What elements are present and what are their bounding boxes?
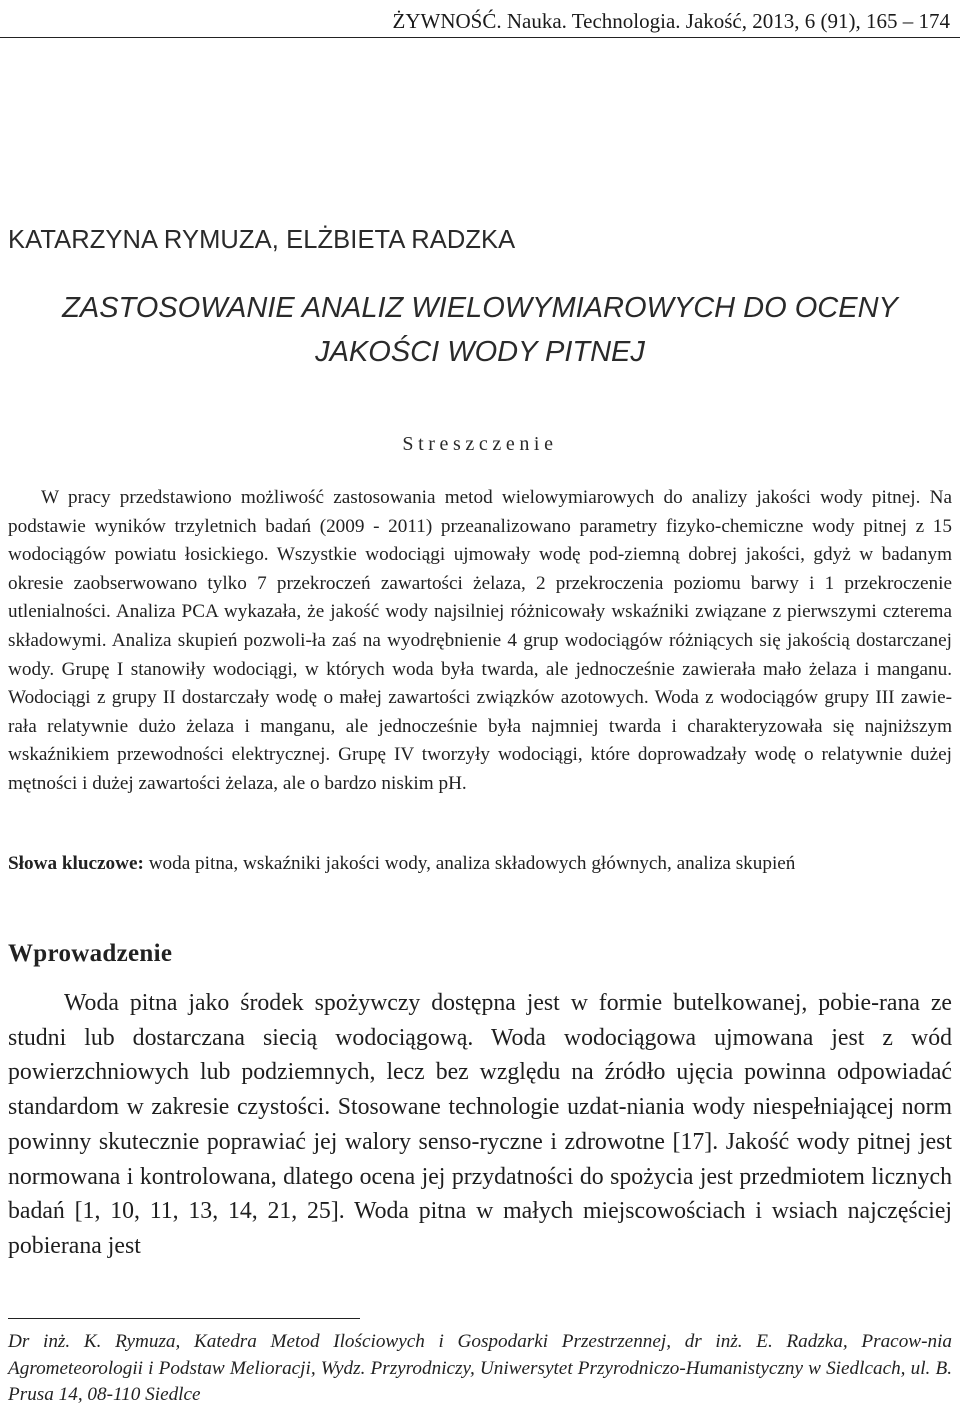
- author-affiliation-footnote: Dr inż. K. Rymuza, Katedra Metod Ilościowych i Gospodarki Przestrzennej, dr inż. E. Radzka, Pracow-nia Agrometeorologii i Podstaw Melioracji, Wydz. Przyrodniczy, Uniwersytet Przyrodniczo-Humanistyczny w Siedlcach, ul. B. Prusa 14, 08-110 Siedlce: [8, 1331, 952, 1406]
- journal-header: [0, 4, 960, 40]
- keywords-text: woda pitna, wskaźniki jakości wody, analiza składowych głównych, analiza skupień: [143, 853, 796, 874]
- article-authors: KATARZYNA RYMUZA, ELŻBIETA RADZKA: [8, 226, 516, 254]
- keywords-label: Słowa kluczowe:: [8, 853, 144, 874]
- abstract-text: W pracy przedstawiono możliwość zastosowania metod wielowymiarowych do analizy jakości wody pitnej. Na podstawie wyników trzyletnich badań (2009 - 2011) przeanalizowano parametry fizyko-chemiczne wody pitnej z 15 wodociągów powiatu łosickiego. Wszystkie wodociągi ujmowały wodę pod-ziemną dobrej jakości, gdyż w badanym okresie zaobserwowano tylko 7 przekroczeń zawartości żelaza, 2 przekroczenia poziomu barwy i 1 przekroczenie utlenialności. Analiza PCA wykazała, że jakość wody najsilniej różnicowały wskaźniki związane z pierwszymi czterema składowymi. Analiza skupień pozwoli-ła zaś na wyodrębnienie 4 grup wodociągów różniących się jakością dostarczanej wody. Grupę I stanowiły wodociągi, w których woda była twarda, ale jednocześnie zawierała mało żelaza i manganu. Wodociągi z grupy II dostarczały wodę o małej zawartości związków azotowych. Woda z wodociągów grupy III zawie-rała relatywnie dużo żelaza i manganu, ale jednocześnie była najmniej twarda i charakteryzowała się najniższym wskaźnikiem przewodności elektrycznej. Grupę IV tworzyły wodociągi, które doprowadzały wodę o relatywnie dużej mętności i dużej zawartości żelaza, ale o bardzo niskim pH.: [8, 487, 952, 794]
- journal-citation: ŻYWNOŚĆ. Nauka. Technologia. Jakość, 2013, 6 (91), 165 – 174: [392, 9, 950, 33]
- header-rule: [0, 37, 960, 38]
- abstract-heading: Streszczenie: [402, 433, 558, 455]
- article-title-line-1: ZASTOSOWANIE ANALIZ WIELOWYMIAROWYCH DO OCENY: [62, 292, 898, 324]
- introduction-text: Woda pitna jako środek spożywczy dostępna jest w formie butelkowanej, pobie-rana ze studni lub dostarczana siecią wodociągową. Woda wodociągowa ujmowana jest z wód powierzchniowych lub podziemnych, lecz bez względu na źródło ujęcia powinna odpowiadać standardom w zakresie czystości. Stosowane technologie uzdat-niania wody niespełniającej norm powinny skutecznie poprawiać jej walory senso-ryczne i zdrowotne [17]. Jakość wody pitnej jest normowana i kontrolowana, dlatego ocena jej przydatności do spożycia jest przedmiotem licznych badań [1, 10, 11, 13, 14, 21, 25]. Woda pitna w małych miejscowościach i wsiach najczęściej pobierana jest: [8, 990, 952, 1259]
- section-heading-introduction: Wprowadzenie: [8, 940, 173, 967]
- article-title: [0, 286, 960, 374]
- article-title-line-2: JAKOŚCI WODY PITNEJ: [315, 336, 645, 368]
- footnote-rule: [8, 1318, 360, 1319]
- keywords: [8, 850, 952, 878]
